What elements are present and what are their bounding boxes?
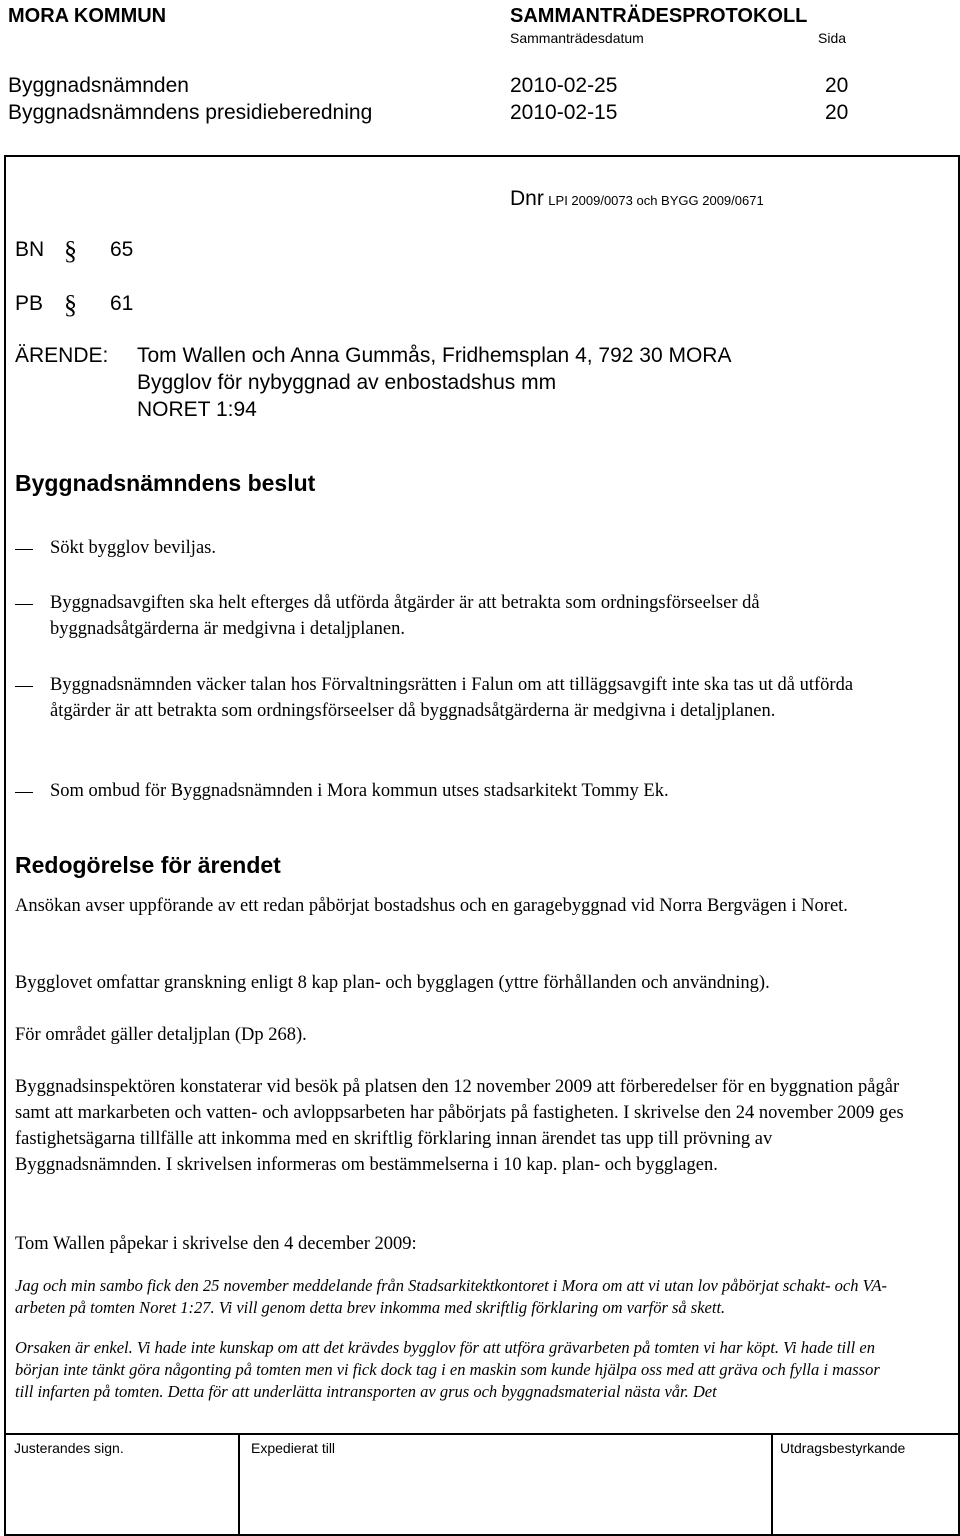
dash-bullet	[15, 792, 33, 793]
quote-paragraph-1: Jag och min sambo fick den 25 november meddelande från Stadsarkitektkontoret i Mora om att vi utan lov påbörjat schakt- och VA-arbeten på tomten Noret 1:27. Vi vill genom detta brev inkomma med skriftlig förklaring om varför så skett.	[15, 1276, 888, 1317]
org-name: MORA KOMMUN	[8, 5, 167, 27]
dnr-label: Dnr	[510, 187, 544, 210]
dash-bullet	[15, 549, 33, 550]
footer-divider	[771, 1435, 773, 1534]
dnr-value: LPI 2009/0073 och BYGG 2009/0671	[548, 193, 764, 208]
bn-prefix: BN	[15, 238, 45, 261]
arende-line-3: NORET 1:94	[137, 398, 257, 421]
footer-expedierat-till: Expedierat till	[251, 1440, 336, 1456]
beslut-item-4: Som ombud för Byggnadsnämnden i Mora kommun utses stadsarkitekt Tommy Ek.	[50, 781, 669, 801]
arende-line-1: Tom Wallen och Anna Gummås, Fridhemsplan 4, 792 30 MORA	[137, 344, 732, 367]
redogorelse-paragraph-4: Byggnadsinspektören konstaterar vid besök på platsen den 12 november 2009 att förberedelser för en byggnation pågår samt att markarbeten och vatten- och avloppsarbeten har påbörjats på fastigheten. I skrivelse den 24 november 2009 ges fastighetsägarna tillfälle att inkomma med en skriftlig förklaring innan ärendet tas upp till prövning av Byggnadsnämnden. I skrivelsen informeras om bestämmelserna i 10 kap. plan- och bygglagen.	[15, 1077, 904, 1175]
dash-bullet	[15, 604, 33, 605]
footer-utdragsbestyrkande: Utdragsbestyrkande	[780, 1440, 906, 1456]
beslut-heading: Byggnadsnämndens beslut	[15, 470, 316, 496]
beslut-item-3: Byggnadsnämnden väcker talan hos Förvaltningsrätten i Falun om att tilläggsavgift inte ska tas ut då utförda åtgärder är att betrakta som ordningsförseelser då byggnadsåtgärderna är medgivna i detaljplanen.	[50, 675, 854, 721]
section-symbol: §	[64, 290, 77, 319]
arende-line-2: Bygglov för nybyggnad av enbostadshus mm	[137, 371, 557, 394]
dash-bullet	[15, 686, 33, 687]
pb-prefix: PB	[15, 292, 44, 315]
beslut-item-1: Sökt bygglov beviljas.	[50, 538, 216, 558]
redogorelse-paragraph-3: För området gäller detaljplan (Dp 268).	[15, 1025, 307, 1045]
footer-justerandes-sign: Justerandes sign.	[14, 1440, 124, 1456]
meeting-date-1: 2010-02-25	[510, 74, 618, 97]
page-label: Sida	[818, 30, 847, 46]
beslut-item-2: Byggnadsavgiften ska helt efterges då utförda åtgärder är att betrakta som ordningsförseelser då byggnadsåtgärderna är medgivna i detaljplanen.	[50, 593, 760, 639]
redogorelse-paragraph-5: Tom Wallen påpekar i skrivelse den 4 december 2009:	[15, 1234, 417, 1254]
page-number-2: 20	[825, 101, 849, 124]
footer-divider	[238, 1435, 240, 1534]
doc-type: SAMMANTRÄDESPROTOKOLL	[510, 5, 808, 27]
redogorelse-paragraph-1: Ansökan avser uppförande av ett redan påbörjat bostadshus och en garagebyggnad vid Norra Bergvägen i Noret.	[15, 896, 848, 916]
page-number-1: 20	[825, 74, 849, 97]
redogorelse-paragraph-2: Bygglovet omfattar granskning enligt 8 kap plan- och bygglagen (yttre förhållanden och användning).	[15, 973, 770, 993]
body-name-2: Byggnadsnämndens presidieberedning	[8, 101, 373, 124]
date-label: Sammanträdesdatum	[510, 30, 644, 46]
body-name-1: Byggnadsnämnden	[8, 74, 189, 97]
arende-label: ÄRENDE:	[15, 344, 109, 367]
quote-paragraph-2: Orsaken är enkel. Vi hade inte kunskap om att det krävdes bygglov för att utföra grävarbeten på tomten vi har köpt. Vi hade till en början inte tänkt göra någonting på tomten men vi fick dock tag i en maskin som kunde hjälpa oss med att gräva och fylla i massor till infarten på tomten. Detta för att underlätta intransporten av grus och byggnadsmaterial nästa vår. Det	[15, 1338, 880, 1401]
pb-number: 61	[110, 292, 134, 315]
dnr	[510, 187, 764, 211]
redogorelse-heading: Redogörelse för ärendet	[15, 852, 281, 878]
meeting-date-2: 2010-02-15	[510, 101, 618, 124]
section-symbol: §	[64, 236, 77, 265]
bn-number: 65	[110, 238, 134, 261]
